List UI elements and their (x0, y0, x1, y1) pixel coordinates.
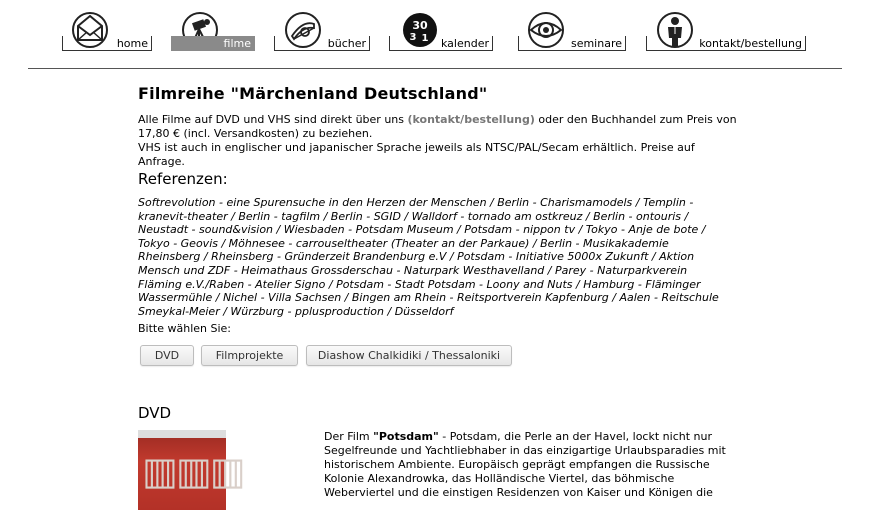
intro-text (138, 113, 738, 169)
diashow-button[interactable]: Diashow Chalkidiki / Thessaloniki (306, 345, 512, 366)
references-text: Softrevolution - eine Spurensuche in den Herzen der Menschen / Berlin - Charismamodels / Templin - kranevit-theater / Berlin - tagfilm / Berlin - SGID / Walldorf - tornado am ostkreuz / Berlin - ontouris / Neustadt - sound&vision / Wiesbaden - Potsdam Museum / Potsdam - nippon tv / Tokyo - Anje de bote / Tokyo - Geovis / Möhnesee - carrouseltheater (Theater an der Parkaue) / Berlin - Musikakademie Rheinsberg / Rheinsberg - Gründerzeit Brandenburg e.V / Potsdam - Initiative 5000x Zukunft / Aktion Mensch und ZDF - Heimathaus Grossderschau - Naturpark Westhavelland / Parey - Naturparkverein Fläming e.V./Raben - Atelier Signo / Potsdam - Stadt Potsdam - Loony and Nuts / Hamburg - Fläminger Wassermühle / Nichel - Villa Sachsen / Bingen am Rhein - Reitsportverein Kapfenburg / Aalen - Reitschule Smeykal-Meier / Würzburg - pplusproduction / Düsseldorf (138, 196, 719, 318)
filmprojekte-button[interactable]: Filmprojekte (201, 345, 298, 366)
nav-label-kontakt-bestellung: kontakt/bestellung (646, 36, 806, 51)
references-heading: Referenzen: (138, 170, 228, 188)
nav-item-seminare[interactable] (518, 12, 626, 54)
intro-part-1: Alle Filme auf DVD und VHS sind direkt über uns (138, 113, 408, 126)
nav-item-filme[interactable] (171, 12, 255, 54)
dvd-section-heading: DVD (138, 404, 172, 422)
nav-label-buecher: bücher (274, 36, 370, 51)
dvd-film-title: "Potsdam" (373, 430, 439, 443)
intro-line-2: VHS ist auch in englischer und japanischer Sprache jeweils als NTSC/PAL/Secam erhältlich. Preise auf Anfrage. (138, 141, 695, 168)
nav-item-kalender[interactable] (389, 12, 493, 54)
nav-label-seminare: seminare (518, 36, 626, 51)
header-divider (28, 68, 842, 69)
svg-text:30: 30 (412, 19, 428, 32)
nav-item-kontakt-bestellung[interactable] (646, 12, 806, 54)
nav-label-home: home (62, 36, 152, 51)
nav-item-home[interactable] (62, 12, 152, 54)
intro-part-2: oder den Buchhandel zum Preis von 17,80 € (incl. Versandkosten) zu beziehen. (138, 113, 737, 140)
kontakt-link[interactable]: (kontakt/bestellung) (407, 113, 535, 126)
dvd-text-post: - Potsdam, die Perle an der Havel, lockt nicht nur Segelfreunde und Yachtliebhaber in das einzigartige Urlaubsparadies mit historischem Ambiente. Europäisch geprägt empfangen die Russische Kolonie Alexandrowka, das Holländische Viertel, das böhmische Weberviertel und die einstigen Residenzen von Kaiser und Königen die (324, 430, 726, 499)
dvd-cover-image[interactable] (138, 430, 244, 510)
dvd-description (324, 430, 739, 500)
choose-label: Bitte wählen Sie: (138, 322, 232, 335)
dvd-button[interactable]: DVD (140, 345, 194, 366)
svg-text:3: 3 (409, 32, 417, 43)
nav-item-buecher[interactable] (274, 12, 370, 54)
dvd-text-pre: Der Film (324, 430, 374, 443)
nav-label-kalender: kalender (389, 36, 493, 51)
page-title: Filmreihe "Märchenland Deutschland" (138, 84, 488, 103)
nav-label-filme: filme (171, 36, 255, 51)
dvd-cover-strip (138, 430, 226, 438)
svg-text:1: 1 (421, 33, 429, 44)
top-navigation (0, 0, 879, 70)
dvd-cover-artwork: ▥▥▥ (142, 448, 244, 493)
